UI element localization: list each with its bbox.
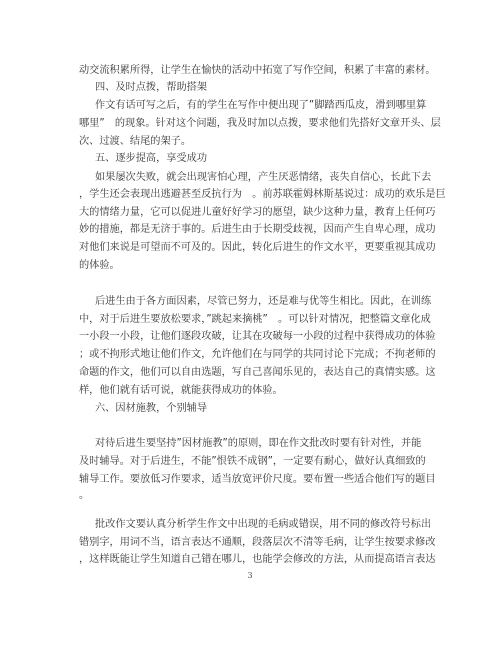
- paragraph-line: ，这样既能让学生知道自己错在哪儿，也能学会修改的方法，从而提高语言表达: [79, 554, 436, 565]
- paragraph-line: 样，他们就有话可说，就能获得成功的体验。: [79, 385, 283, 396]
- paragraph-line: 大的情绪力量，它可以促进儿童好好学习的愿望，缺少这种力量，教育上任何巧: [79, 207, 436, 218]
- paragraph-line: 动交流积累所得，让学生在愉快的活动中拓宽了写作空间，积累了丰富的素材。: [79, 65, 436, 76]
- paragraph-line: 妙的措施，都是无济于事的。后进生由于长期受歧视，因而产生自卑心理，成功: [79, 224, 436, 235]
- section-heading: 六、因材施教，个别辅导: [95, 403, 208, 414]
- paragraph-line: 批改作文要认真分析学生作文中出现的毛病或错误，用不同的修改符号标出: [95, 519, 432, 530]
- paragraph-line: 如果屡次失败，就会出现害怕心理，产生厌恶情绪，丧失自信心，长此下去: [95, 172, 432, 183]
- paragraph-line: ；或不拘形式地让他们作文，允许他们在与同学的共同讨论下完成；不拘老师的: [79, 349, 436, 360]
- paragraph-line: 哪里” 的现象。针对这个问题，我及时加以点拨，要求他们先搭好文章开头、层: [79, 118, 441, 129]
- paragraph-line: 一小段一小段，让他们逐段攻破，让其在攻破每一小段的过程中获得成功的体验: [79, 331, 436, 342]
- paragraph-line: 次、过渡、结尾的架子。: [79, 136, 192, 147]
- paragraph-line: 。: [79, 490, 90, 501]
- page-number: 3: [247, 571, 253, 580]
- paragraph-line: 对他们来说是可望而不可及的。因此，转化后进生的作文水平，更要重视其成功: [79, 242, 436, 253]
- paragraph-line: 对待后进生要坚持”因材施教”的原则，即在作文批改时要有针对性，并能: [95, 438, 422, 449]
- paragraph-line: 错别字，用词不当，语言表达不通顺，段落层次不清等毛病，让学生按要求修改: [79, 537, 436, 548]
- paragraph-line: 后进生由于各方面因素，尽管已努力，还是难与优等生相比。因此，在训练: [95, 296, 432, 307]
- paragraph-line: 作文有话可写之后，有的学生在写作中便出现了”脚踏西瓜皮，滑到哪里算: [95, 100, 427, 111]
- section-heading: 五、逐步提高，享受成功: [95, 153, 208, 164]
- paragraph-line: 中，对于后进生要放松要求，”跳起来摘桃” 。可以针对情况，把整篇文章化成: [79, 314, 431, 325]
- paragraph-line: 的体验。: [79, 260, 120, 271]
- paragraph-line: 命题的作文，他们可以自由选题，写自己喜闻乐见的，表达自己的真情实感。这: [79, 367, 436, 378]
- paragraph-line: ，学生还会表现出逃避甚至反抗行为 。前苏联霍姆林斯基说过：成功的欢乐是巨: [79, 189, 446, 200]
- paragraph-line: 辅导工作。要放低习作要求，适当放宽评价尺度。要布置一些适合他们写的题目: [79, 474, 436, 485]
- section-heading: 四、及时点拨，帮助搭架: [95, 82, 208, 93]
- paragraph-line: 及时辅导。对于后进生，不能”恨铁不成钢”，一定要有耐心，做好认真细致的: [79, 456, 426, 467]
